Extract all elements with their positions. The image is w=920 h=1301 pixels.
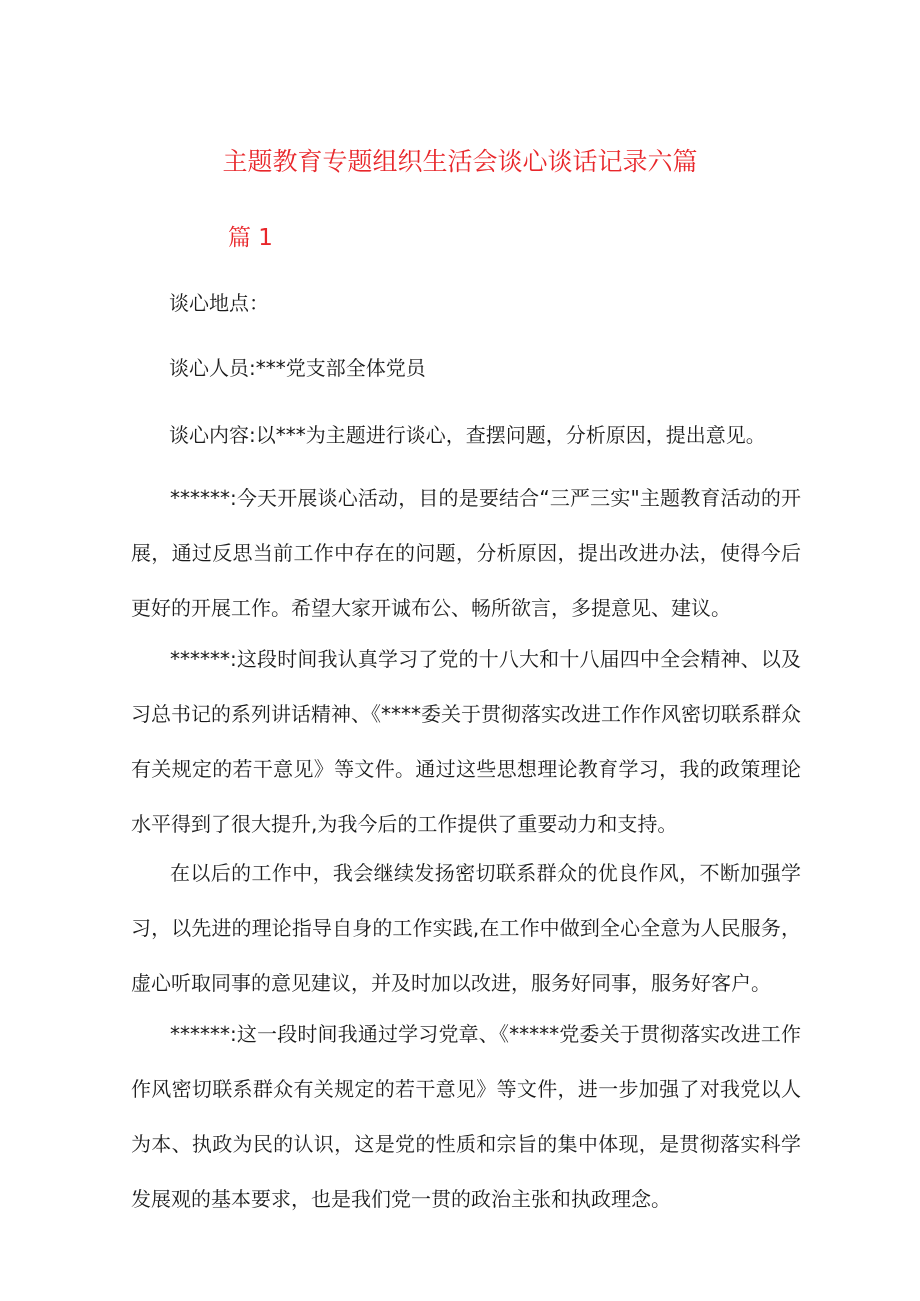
paragraph-study: ******:这段时间我认真学习了党的十八大和十八届四中全会精神、以及习总书记的系列讲话精神、《****委关于贯彻落实改进工作作风密切联系群众有关规定的若干意见》等文件。通过这些思想理论教育学习，我的政策理论水平得到了很大提升,为我今后的工作提供了重要动力和支持。 (131, 647, 801, 836)
paragraph-party-charter: ******:这一段时间我通过学习党章、《*****党委关于贯彻落实改进工作作风密切联系群众有关规定的若干意见》等文件，进一步加强了对我党以人为本、执政为民的认识，这是党的性质和宗旨的集中体现，是贯彻落实科学发展观的基本要求，也是我们党一贯的政治主张和执政理念。 (131, 1022, 801, 1211)
section-heading: 篇 1 (228, 225, 273, 251)
participants-field: 谈心人员:***党支部全体党员 (169, 356, 426, 380)
location-field: 谈心地点： (169, 291, 269, 315)
paragraph-future-work: 在以后的工作中，我会继续发扬密切联系群众的优良作风，不断加强学习，以先进的理论指导自身的工作实践,在工作中做到全心全意为人民服务，虚心听取同事的意见建议，并及时加以改进，服务好同事，服务好客户。 (131, 861, 801, 995)
document-title: 主题教育专题组织生活会谈心谈话记录六篇 (222, 147, 698, 176)
paragraph-opening: ******:今天开展谈心活动，目的是要结合“三严三实"主题教育活动的开展，通过反思当前工作中存在的问题，分析原因，提出改进办法，使得今后更好的开展工作。希望大家开诚布公、畅所欲言，多提意见、建议。 (131, 486, 801, 620)
content-field: 谈心内容:以***为主题进行谈心，查摆问题，分析原因，提出意见。 (169, 423, 766, 447)
